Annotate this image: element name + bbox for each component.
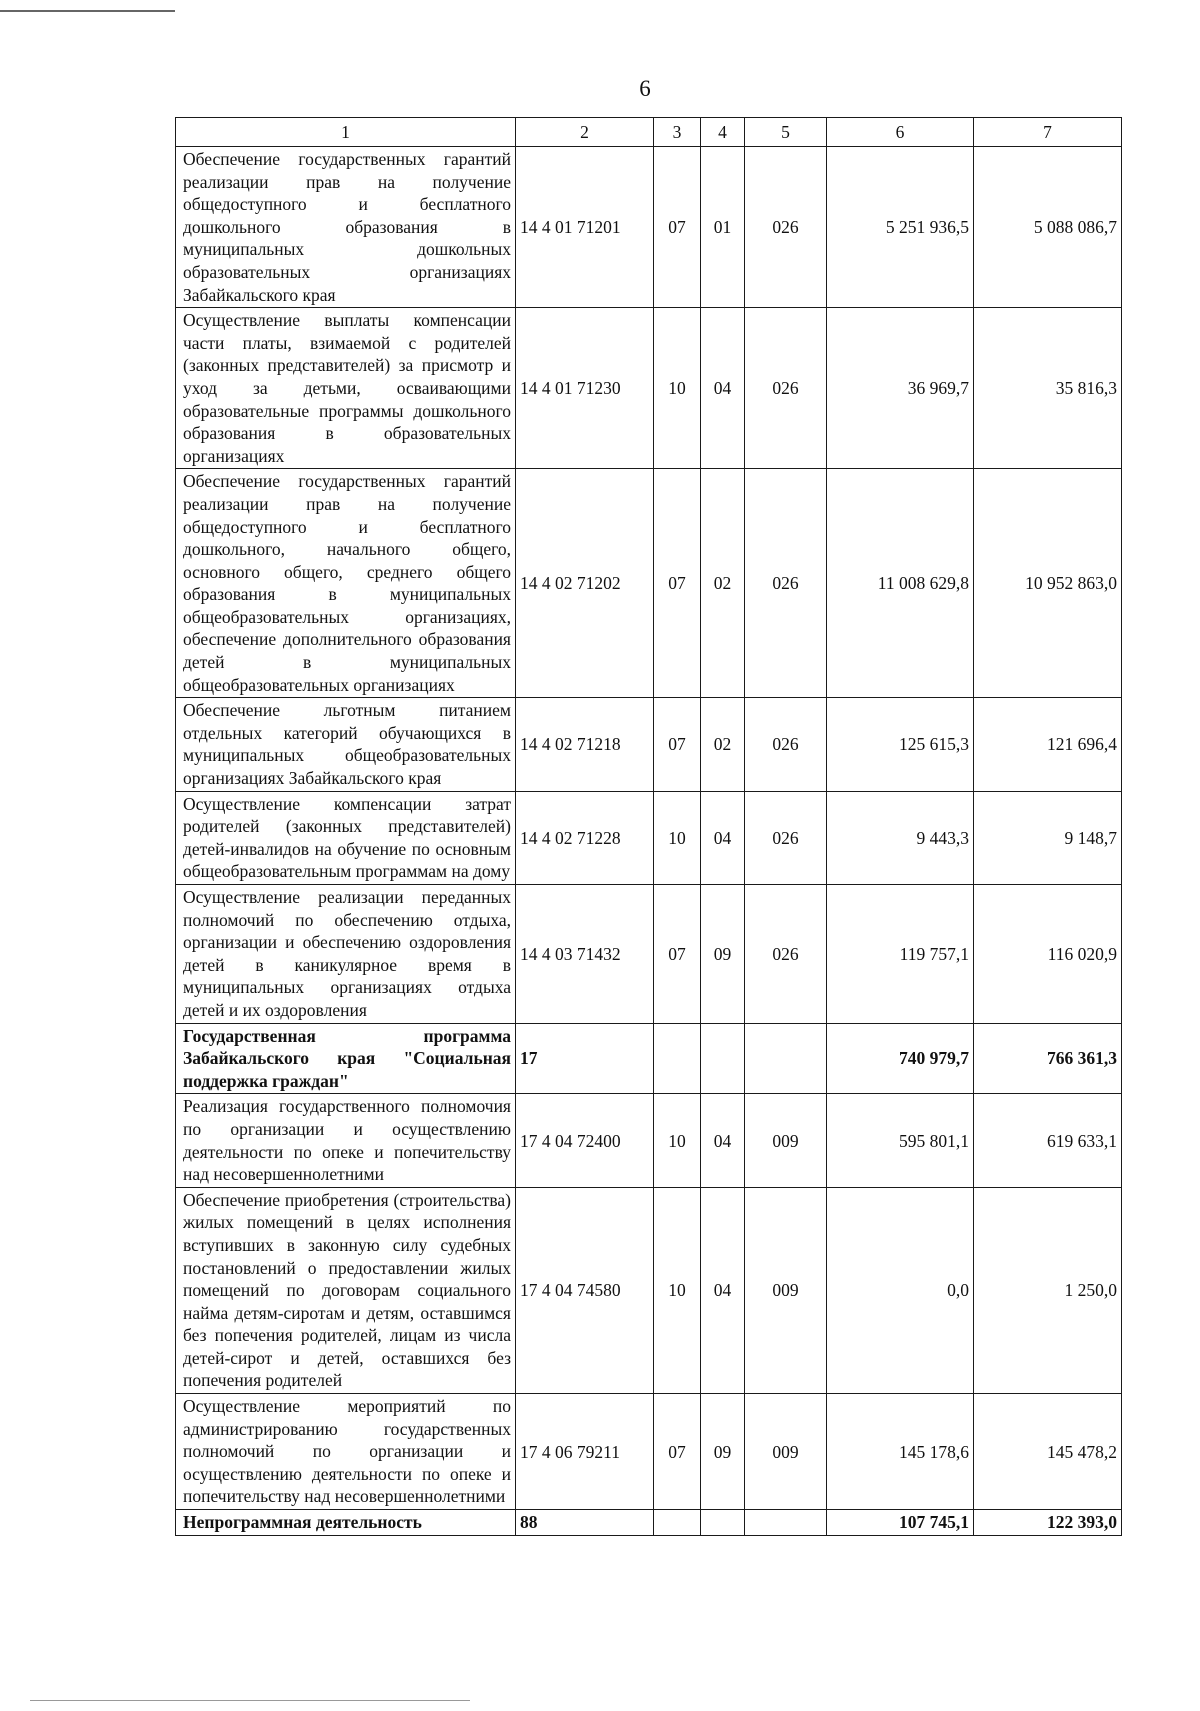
row-name-cell: Непрограммная деятельность xyxy=(176,1510,516,1536)
amount-year-1: 119 757,1 xyxy=(827,885,974,1024)
target-article-code: 17 xyxy=(516,1023,654,1094)
section-code: 10 xyxy=(654,791,701,884)
expense-type-code: 026 xyxy=(745,308,827,469)
amount-year-1: 145 178,6 xyxy=(827,1394,974,1510)
amount-year-1: 125 615,3 xyxy=(827,698,974,791)
target-article-code: 88 xyxy=(516,1510,654,1536)
section-code: 07 xyxy=(654,147,701,308)
amount-year-1: 9 443,3 xyxy=(827,791,974,884)
expense-type-code: 026 xyxy=(745,469,827,698)
row-name-cell: Осуществление реализации переданных полномочий по обеспечению отдыха, организации и обеспечению оздоровления детей в каникулярное время в муниципальных организациях отдыха детей и их оздоровления xyxy=(176,885,516,1024)
table-row xyxy=(176,885,1122,1024)
subsection-code: 04 xyxy=(701,308,745,469)
expense-type-code: 026 xyxy=(745,791,827,884)
column-header: 2 xyxy=(516,118,654,147)
column-header: 3 xyxy=(654,118,701,147)
amount-year-2: 122 393,0 xyxy=(974,1510,1122,1536)
subsection-code xyxy=(701,1023,745,1094)
subsection-code: 01 xyxy=(701,147,745,308)
amount-year-2: 145 478,2 xyxy=(974,1394,1122,1510)
row-name-cell: Осуществление выплаты компенсации части платы, взимаемой с родителей (законных представителей) за присмотр и уход за детьми, осваивающими образовательные программы дошкольного образования в образовательных организациях xyxy=(176,308,516,469)
table-row xyxy=(176,147,1122,308)
scan-edge-line-top xyxy=(0,10,175,12)
target-article-code: 14 4 01 71201 xyxy=(516,147,654,308)
row-name-cell: Обеспечение льготным питанием отдельных категорий обучающихся в муниципальных общеобразовательных организациях Забайкальского края xyxy=(176,698,516,791)
expense-type-code: 026 xyxy=(745,885,827,1024)
expense-type-code: 009 xyxy=(745,1187,827,1393)
target-article-code: 17 4 06 79211 xyxy=(516,1394,654,1510)
amount-year-1: 107 745,1 xyxy=(827,1510,974,1536)
row-name-cell: Реализация государственного полномочия по организации и осуществлению деятельности по опеке и попечительству над несовершеннолетними xyxy=(176,1094,516,1187)
amount-year-2: 9 148,7 xyxy=(974,791,1122,884)
amount-year-2: 5 088 086,7 xyxy=(974,147,1122,308)
amount-year-2: 10 952 863,0 xyxy=(974,469,1122,698)
section-code xyxy=(654,1023,701,1094)
row-name-cell: Обеспечение государственных гарантий реализации прав на получение общедоступного и бесплатного дошкольного образования в муниципальных дошкольных образовательных организациях Забайкальского края xyxy=(176,147,516,308)
expense-type-code: 009 xyxy=(745,1394,827,1510)
table-row xyxy=(176,1187,1122,1393)
section-code: 07 xyxy=(654,885,701,1024)
table-row xyxy=(176,1023,1122,1094)
amount-year-1: 740 979,7 xyxy=(827,1023,974,1094)
amount-year-2: 35 816,3 xyxy=(974,308,1122,469)
section-code: 10 xyxy=(654,308,701,469)
amount-year-1: 0,0 xyxy=(827,1187,974,1393)
table-row xyxy=(176,469,1122,698)
subsection-code: 04 xyxy=(701,1094,745,1187)
subsection-code: 04 xyxy=(701,1187,745,1393)
amount-year-2: 1 250,0 xyxy=(974,1187,1122,1393)
row-name-cell: Осуществление мероприятий по администрированию государственных полномочий по организации и осуществлению деятельности по опеке и попечительству над несовершеннолетними xyxy=(176,1394,516,1510)
subsection-code: 02 xyxy=(701,469,745,698)
section-code xyxy=(654,1510,701,1536)
expense-type-code: 026 xyxy=(745,147,827,308)
column-header: 4 xyxy=(701,118,745,147)
table-row xyxy=(176,308,1122,469)
row-name-cell: Осуществление компенсации затрат родителей (законных представителей) детей-инвалидов на обучение по основным общеобразовательным программам на дому xyxy=(176,791,516,884)
table-row xyxy=(176,1394,1122,1510)
target-article-code: 14 4 03 71432 xyxy=(516,885,654,1024)
budget-allocation-table xyxy=(175,117,1122,1536)
amount-year-1: 5 251 936,5 xyxy=(827,147,974,308)
section-code: 07 xyxy=(654,698,701,791)
expense-type-code: 026 xyxy=(745,698,827,791)
section-code: 07 xyxy=(654,469,701,698)
target-article-code: 17 4 04 74580 xyxy=(516,1187,654,1393)
subsection-code: 09 xyxy=(701,1394,745,1510)
amount-year-2: 766 361,3 xyxy=(974,1023,1122,1094)
row-name-cell: Государственная программа Забайкальского края "Социальная поддержка граждан" xyxy=(176,1023,516,1094)
table-header-row xyxy=(176,118,1122,147)
table-row xyxy=(176,791,1122,884)
target-article-code: 14 4 02 71218 xyxy=(516,698,654,791)
table-row xyxy=(176,1510,1122,1536)
table-row xyxy=(176,1094,1122,1187)
section-code: 10 xyxy=(654,1094,701,1187)
subsection-code: 02 xyxy=(701,698,745,791)
table-row xyxy=(176,698,1122,791)
amount-year-1: 595 801,1 xyxy=(827,1094,974,1187)
page-number: 6 xyxy=(639,76,651,101)
amount-year-2: 116 020,9 xyxy=(974,885,1122,1024)
subsection-code: 04 xyxy=(701,791,745,884)
subsection-code xyxy=(701,1510,745,1536)
subsection-code: 09 xyxy=(701,885,745,1024)
target-article-code: 14 4 02 71228 xyxy=(516,791,654,884)
row-name-cell: Обеспечение приобретения (строительства) жилых помещений в целях исполнения вступивших в законную силу судебных постановлений о предоставлении жилых помещений по договорам социального найма детям-сиротам и детям, оставшимся без попечения родителей, лицам из числа детей-сирот и детей, оставшихся без попечения родителей xyxy=(176,1187,516,1393)
amount-year-2: 121 696,4 xyxy=(974,698,1122,791)
amount-year-1: 11 008 629,8 xyxy=(827,469,974,698)
scan-edge-line-bottom xyxy=(30,1700,470,1701)
target-article-code: 14 4 02 71202 xyxy=(516,469,654,698)
expense-type-code xyxy=(745,1023,827,1094)
column-header: 6 xyxy=(827,118,974,147)
target-article-code: 14 4 01 71230 xyxy=(516,308,654,469)
section-code: 10 xyxy=(654,1187,701,1393)
amount-year-1: 36 969,7 xyxy=(827,308,974,469)
expense-type-code xyxy=(745,1510,827,1536)
column-header: 5 xyxy=(745,118,827,147)
section-code: 07 xyxy=(654,1394,701,1510)
target-article-code: 17 4 04 72400 xyxy=(516,1094,654,1187)
row-name-cell: Обеспечение государственных гарантий реализации прав на получение общедоступного и бесплатного дошкольного, начального общего, основного общего, среднего общего образования в муниципальных общеобразовательных организациях, обеспечение дополнительного образования детей в муниципальных общеобразовательных организациях xyxy=(176,469,516,698)
column-header: 7 xyxy=(974,118,1122,147)
expense-type-code: 009 xyxy=(745,1094,827,1187)
column-header: 1 xyxy=(176,118,516,147)
amount-year-2: 619 633,1 xyxy=(974,1094,1122,1187)
